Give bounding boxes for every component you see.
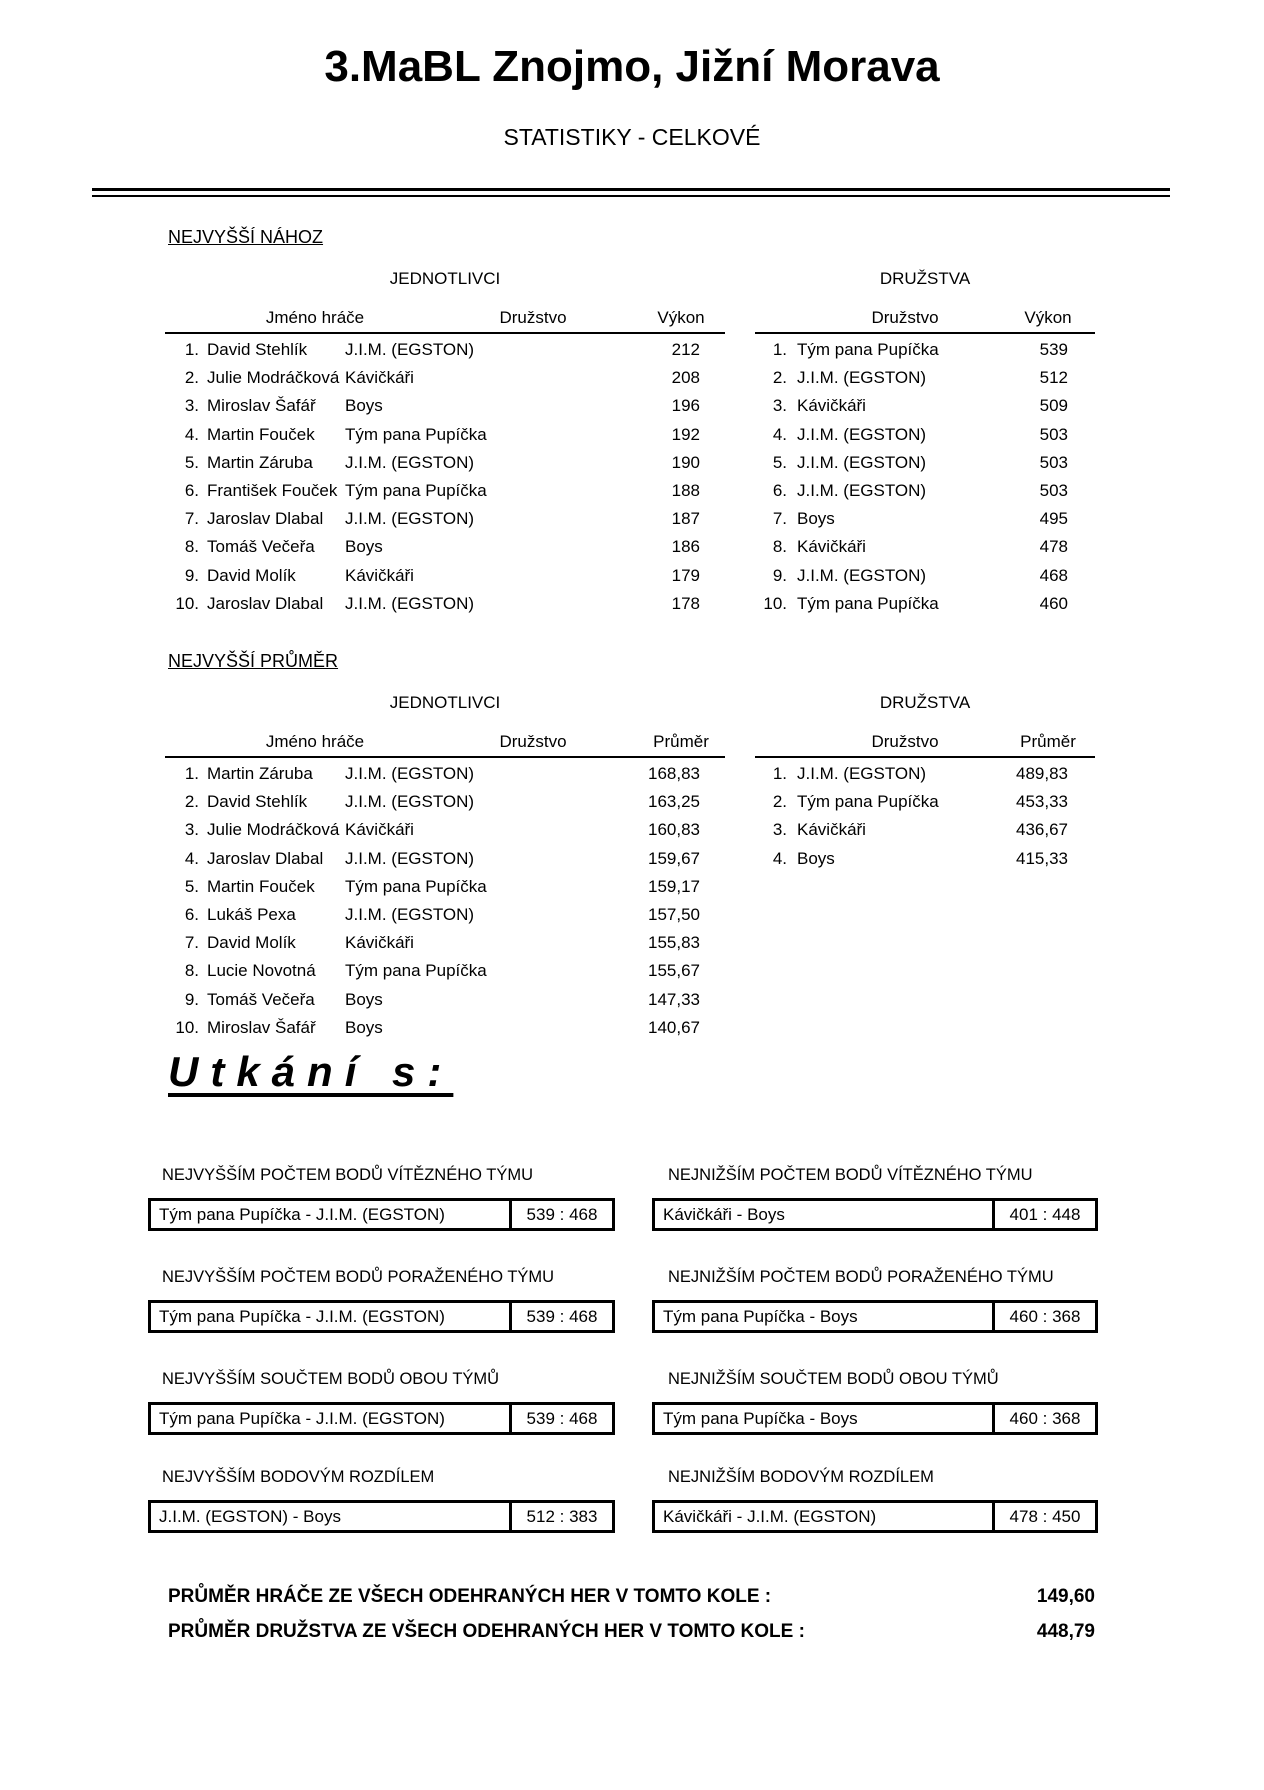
score-value: 192 <box>671 424 700 444</box>
average-value: 157,50 <box>648 904 700 924</box>
row-rank: 2. <box>184 792 199 812</box>
team-name: Kávičkáři <box>345 368 414 388</box>
match-box <box>148 1402 615 1435</box>
table-row <box>165 362 725 390</box>
table-header-row <box>755 306 1095 334</box>
match-box <box>148 1198 615 1231</box>
match-box <box>652 1300 1098 1333</box>
team-name: Boys <box>345 1017 383 1037</box>
team-name: J.I.M. (EGSTON) <box>345 904 475 924</box>
match-teams: Tým pana Pupíčka - J.I.M. (EGSTON) <box>159 1408 445 1428</box>
table-row <box>755 447 1095 475</box>
row-rank: 9. <box>772 565 787 585</box>
score-value: 503 <box>1039 480 1068 500</box>
table-row <box>165 871 725 899</box>
row-rank: 3. <box>184 396 199 416</box>
score-value: 178 <box>671 593 700 613</box>
average-value: 453,33 <box>1016 792 1068 812</box>
match-label: NEJVYŠŠÍM BODOVÝM ROZDÍLEM <box>162 1468 435 1486</box>
row-rank: 8. <box>184 961 199 981</box>
footer-value: 149,60 <box>1036 1586 1095 1607</box>
team-name: J.I.M. (EGSTON) <box>345 593 475 613</box>
row-rank: 9. <box>184 989 199 1009</box>
player-name: Julie Modráčková <box>207 820 340 840</box>
table-row <box>755 503 1095 531</box>
score-value: 503 <box>1039 424 1068 444</box>
team-name: Kávičkáři <box>345 933 414 953</box>
score-value: 495 <box>1039 509 1068 529</box>
table-row <box>165 843 725 871</box>
row-rank: 10. <box>175 593 199 613</box>
table-row <box>165 758 725 786</box>
score-value: 208 <box>671 368 700 388</box>
match-teams: Tým pana Pupíčka - Boys <box>663 1408 858 1428</box>
column-header-team: Družstvo <box>499 732 567 751</box>
player-name: Miroslav Šafář <box>207 396 316 416</box>
table-row <box>755 419 1095 447</box>
average-value: 159,67 <box>648 848 700 868</box>
table-row <box>755 334 1095 362</box>
match-label: NEJVYŠŠÍM SOUČTEM BODŮ OBOU TÝMŮ <box>162 1370 500 1388</box>
row-rank: 7. <box>184 509 199 529</box>
match-teams: Kávičkáři - J.I.M. (EGSTON) <box>663 1506 877 1526</box>
match-teams: Kávičkáři - Boys <box>663 1204 785 1224</box>
match-label: NEJNIŽŠÍM SOUČTEM BODŮ OBOU TÝMŮ <box>668 1370 999 1388</box>
average-value: 415,33 <box>1016 848 1068 868</box>
utkani-heading: Utkání s: <box>168 1048 454 1095</box>
team-name: Kávičkáři <box>797 537 866 557</box>
table-row <box>165 334 725 362</box>
player-name: Tomáš Večeřa <box>207 537 315 557</box>
team-name: Tým pana Pupíčka <box>345 961 487 981</box>
player-name: Martin Záruba <box>207 764 313 783</box>
table-header-row <box>755 730 1095 758</box>
average-value: 147,33 <box>648 989 700 1009</box>
column-header-team: Družstvo <box>499 308 567 327</box>
table-row <box>165 531 725 559</box>
average-value: 163,25 <box>648 792 700 812</box>
score-value: 503 <box>1039 452 1068 472</box>
table-row <box>755 531 1095 559</box>
row-rank: 2. <box>184 368 199 388</box>
match-box <box>652 1402 1098 1435</box>
score-value: 539 <box>1039 340 1068 359</box>
match-teams: Tým pana Pupíčka - J.I.M. (EGSTON) <box>159 1306 445 1326</box>
footer-line-player-average <box>168 1586 1095 1608</box>
average-value: 168,83 <box>648 764 700 783</box>
team-name: J.I.M. (EGSTON) <box>345 848 475 868</box>
row-rank: 2. <box>772 792 787 812</box>
team-name: J.I.M. (EGSTON) <box>797 452 927 472</box>
team-name: J.I.M. (EGSTON) <box>345 452 475 472</box>
team-name: J.I.M. (EGSTON) <box>797 480 927 500</box>
table-row <box>165 588 725 616</box>
table-row <box>165 475 725 503</box>
average-value: 155,83 <box>648 933 700 953</box>
table-row <box>755 758 1095 786</box>
row-rank: 6. <box>772 480 787 500</box>
average-value: 489,83 <box>1016 764 1068 783</box>
team-name: Kávičkáři <box>797 820 866 840</box>
table-row <box>755 362 1095 390</box>
team-name: Boys <box>345 989 383 1009</box>
player-name: Miroslav Šafář <box>207 1017 316 1037</box>
team-name: Tým pana Pupíčka <box>345 480 487 500</box>
column-header-value: Průměr <box>1020 732 1076 751</box>
column-header-team: Družstvo <box>871 732 939 751</box>
player-name: Martin Fouček <box>207 424 315 444</box>
footer-line-team-average <box>168 1621 1095 1643</box>
row-rank: 1. <box>184 764 199 783</box>
column-header-player-name: Jméno hráče <box>265 732 365 751</box>
row-rank: 9. <box>184 565 199 585</box>
match-teams: Tým pana Pupíčka - Boys <box>663 1306 858 1326</box>
table-row <box>165 419 725 447</box>
player-name: David Molík <box>207 565 296 585</box>
match-score: 460 : 368 <box>992 1405 1095 1432</box>
match-score: 539 : 468 <box>509 1303 612 1330</box>
team-name: Tým pana Pupíčka <box>797 340 939 359</box>
row-rank: 5. <box>184 876 199 896</box>
team-name: Boys <box>797 509 835 529</box>
page-subtitle: STATISTIKY - CELKOVÉ <box>503 124 761 150</box>
table-row <box>755 390 1095 418</box>
average-value: 155,67 <box>648 961 700 981</box>
player-name: David Molík <box>207 933 296 953</box>
individuals-title: JEDNOTLIVCI <box>389 269 501 288</box>
score-value: 187 <box>671 509 700 529</box>
table-row <box>165 955 725 983</box>
team-name: J.I.M. (EGSTON) <box>797 764 927 783</box>
player-name: Julie Modráčková <box>207 368 340 388</box>
match-box <box>652 1500 1098 1533</box>
section-heading-prumer: NEJVYŠŠÍ PRŮMĚR <box>168 651 339 671</box>
section-heading-nahoz: NEJVYŠŠÍ NÁHOZ <box>168 227 324 247</box>
score-value: 509 <box>1039 396 1068 416</box>
player-name: Tomáš Večeřa <box>207 989 315 1009</box>
team-name: Kávičkáři <box>797 396 866 416</box>
row-rank: 8. <box>772 537 787 557</box>
header-divider <box>92 188 1170 197</box>
player-name: Martin Záruba <box>207 452 313 472</box>
row-rank: 3. <box>184 820 199 840</box>
table-row <box>755 560 1095 588</box>
row-rank: 6. <box>184 904 199 924</box>
score-value: 179 <box>671 565 700 585</box>
player-name: Jaroslav Dlabal <box>207 593 324 613</box>
prumer-teams-table <box>755 730 1095 871</box>
table-row <box>755 843 1095 871</box>
player-name: Martin Fouček <box>207 876 315 896</box>
team-name: Tým pana Pupíčka <box>345 424 487 444</box>
table-row <box>755 814 1095 842</box>
match-teams: J.I.M. (EGSTON) - Boys <box>159 1506 341 1526</box>
table-row <box>165 786 725 814</box>
table-header-row <box>165 730 725 758</box>
row-rank: 1. <box>772 764 787 783</box>
teams-title: DRUŽSTVA <box>879 693 971 712</box>
row-rank: 10. <box>763 593 787 613</box>
page-title: 3.MaBL Znojmo, Jižní Morava <box>324 42 940 91</box>
column-header-value: Průměr <box>653 732 709 751</box>
table-row <box>165 927 725 955</box>
team-name: J.I.M. (EGSTON) <box>345 509 475 529</box>
column-header-value: Výkon <box>657 308 705 327</box>
team-name: J.I.M. (EGSTON) <box>345 764 475 783</box>
column-header-player-name: Jméno hráče <box>265 308 365 327</box>
score-value: 196 <box>671 396 700 416</box>
row-rank: 4. <box>772 848 787 868</box>
row-rank: 7. <box>184 933 199 953</box>
team-name: Kávičkáři <box>345 565 414 585</box>
score-value: 460 <box>1039 593 1068 613</box>
player-name: Jaroslav Dlabal <box>207 509 324 529</box>
team-name: Boys <box>345 396 383 416</box>
player-name: Lucie Novotná <box>207 961 316 981</box>
match-box <box>148 1300 615 1333</box>
team-name: J.I.M. (EGSTON) <box>797 368 927 388</box>
row-rank: 7. <box>772 509 787 529</box>
teams-title: DRUŽSTVA <box>879 269 971 288</box>
match-label: NEJNIŽŠÍM BODOVÝM ROZDÍLEM <box>668 1468 934 1486</box>
score-value: 478 <box>1039 537 1068 557</box>
row-rank: 10. <box>175 1017 199 1037</box>
team-name: Boys <box>345 537 383 557</box>
row-rank: 5. <box>184 452 199 472</box>
match-score: 478 : 450 <box>992 1503 1095 1530</box>
table-row <box>165 984 725 1012</box>
team-name: J.I.M. (EGSTON) <box>797 424 927 444</box>
row-rank: 3. <box>772 820 787 840</box>
table-row <box>165 1012 725 1040</box>
player-name: David Stehlík <box>207 792 308 812</box>
average-value: 140,67 <box>648 1017 700 1037</box>
team-name: Kávičkáři <box>345 820 414 840</box>
nahoz-individuals-table <box>165 306 725 616</box>
score-value: 212 <box>671 340 700 359</box>
row-rank: 2. <box>772 368 787 388</box>
match-teams: Tým pana Pupíčka - J.I.M. (EGSTON) <box>159 1204 445 1224</box>
row-rank: 3. <box>772 396 787 416</box>
column-header-team: Družstvo <box>871 308 939 327</box>
team-name: Tým pana Pupíčka <box>797 792 939 812</box>
table-row <box>165 560 725 588</box>
table-row <box>165 814 725 842</box>
team-name: J.I.M. (EGSTON) <box>797 565 927 585</box>
footer-label: PRŮMĚR HRÁČE ZE VŠECH ODEHRANÝCH HER V TOMTO KOLE : <box>168 1586 772 1607</box>
team-name: J.I.M. (EGSTON) <box>345 792 475 812</box>
match-label: NEJVYŠŠÍM POČTEM BODŮ PORAŽENÉHO TÝMU <box>162 1268 555 1286</box>
match-score: 539 : 468 <box>509 1405 612 1432</box>
table-row <box>165 447 725 475</box>
table-row <box>755 786 1095 814</box>
score-value: 190 <box>671 452 700 472</box>
match-score: 460 : 368 <box>992 1303 1095 1330</box>
match-label: NEJVYŠŠÍM POČTEM BODŮ VÍTĚZNÉHO TÝMU <box>162 1166 533 1184</box>
match-box <box>652 1198 1098 1231</box>
team-name: Tým pana Pupíčka <box>797 593 939 613</box>
score-value: 512 <box>1039 368 1068 388</box>
prumer-individuals-table <box>165 730 725 1040</box>
match-label: NEJNIŽŠÍM POČTEM BODŮ PORAŽENÉHO TÝMU <box>668 1268 1054 1286</box>
row-rank: 1. <box>184 340 199 359</box>
individuals-title: JEDNOTLIVCI <box>389 693 501 712</box>
player-name: Jaroslav Dlabal <box>207 848 324 868</box>
score-value: 468 <box>1039 565 1068 585</box>
score-value: 186 <box>671 537 700 557</box>
player-name: David Stehlík <box>207 340 308 359</box>
match-box <box>148 1500 615 1533</box>
row-rank: 4. <box>184 424 199 444</box>
row-rank: 1. <box>772 340 787 359</box>
match-score: 539 : 468 <box>509 1201 612 1228</box>
average-value: 436,67 <box>1016 820 1068 840</box>
table-row <box>165 390 725 418</box>
average-value: 160,83 <box>648 820 700 840</box>
team-name: Tým pana Pupíčka <box>345 876 487 896</box>
table-row <box>165 503 725 531</box>
average-value: 159,17 <box>648 876 700 896</box>
footer-label: PRŮMĚR DRUŽSTVA ZE VŠECH ODEHRANÝCH HER V TOMTO KOLE : <box>168 1621 805 1642</box>
table-row <box>755 475 1095 503</box>
table-row <box>755 588 1095 616</box>
row-rank: 6. <box>184 480 199 500</box>
footer-value: 448,79 <box>1036 1621 1095 1642</box>
match-score: 401 : 448 <box>992 1201 1095 1228</box>
column-header-value: Výkon <box>1024 308 1072 327</box>
match-score: 512 : 383 <box>509 1503 612 1530</box>
match-label: NEJNIŽŠÍM POČTEM BODŮ VÍTĚZNÉHO TÝMU <box>668 1166 1033 1184</box>
team-name: J.I.M. (EGSTON) <box>345 340 475 359</box>
score-value: 188 <box>671 480 700 500</box>
row-rank: 5. <box>772 452 787 472</box>
table-header-row <box>165 306 725 334</box>
player-name: František Fouček <box>207 480 338 500</box>
team-name: Boys <box>797 848 835 868</box>
row-rank: 8. <box>184 537 199 557</box>
table-row <box>165 899 725 927</box>
row-rank: 4. <box>184 848 199 868</box>
nahoz-teams-table <box>755 306 1095 616</box>
player-name: Lukáš Pexa <box>207 904 296 924</box>
row-rank: 4. <box>772 424 787 444</box>
